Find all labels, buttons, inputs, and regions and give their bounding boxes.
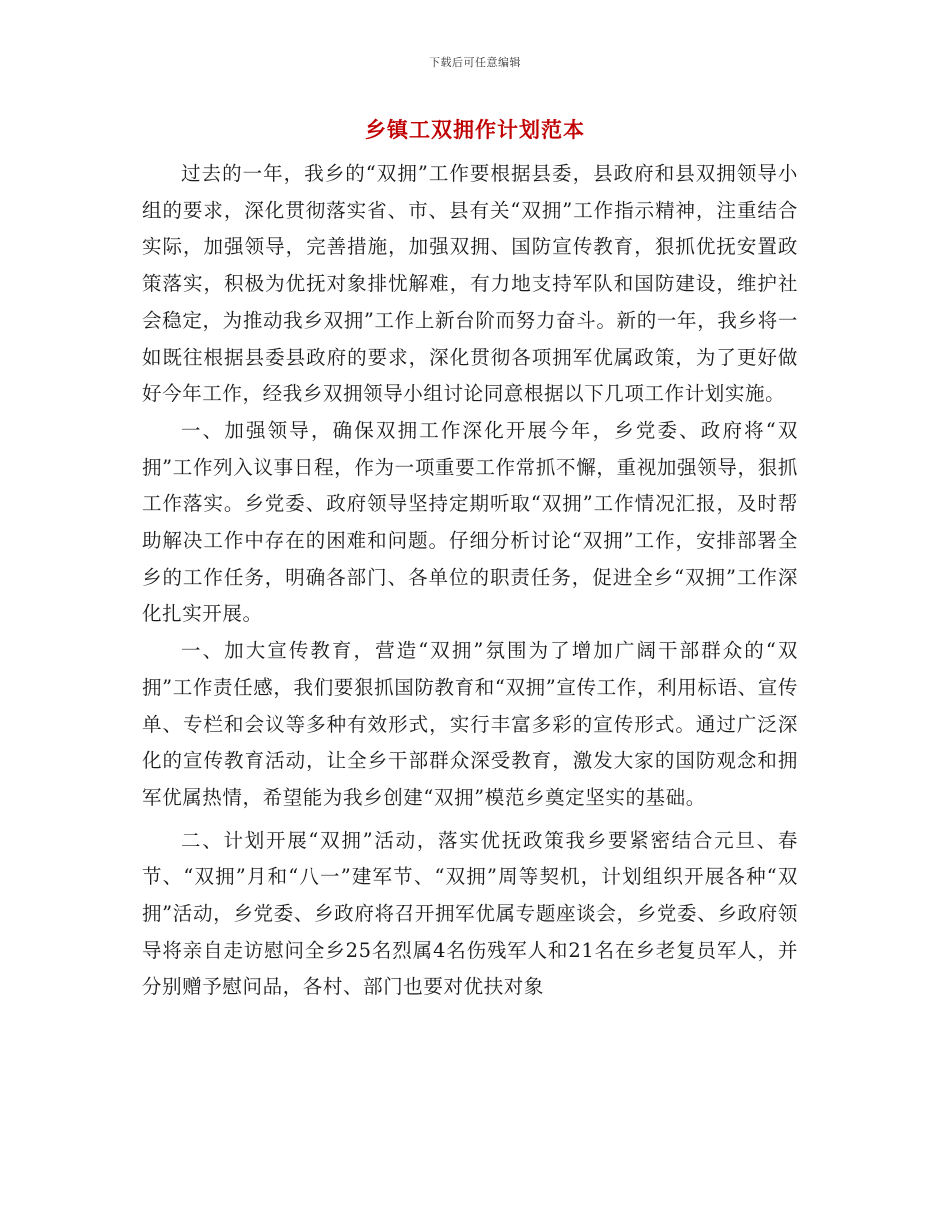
paragraph-intro: 过去的一年，我乡的“双拥”工作要根据县委，县政府和县双拥领导小组的要求，深化贯彻落实省、市、县有关“双拥”工作指示精神，注重结合实际，加强领导，完善措施，加强双拥、国防宣传教育，狠抓优抚安置政策落实，积极为优抚对象排忧解难，有力地支持军队和国防建设，维护社会稳定，为推动我乡双拥”工作上新台阶而努力奋斗。新的一年，我乡将一如既往根据县委县政府的要求，深化贯彻各项拥军优属政策，为了更好做好今年工作，经我乡双拥领导小组讨论同意根据以下几项工作计划实施。: [142, 162, 798, 406]
paragraph-activities: 二、计划开展“双拥”活动，落实优抚政策我乡要紧密结合元旦、春节、“双拥”月和“八一”建军节、“双拥”周等契机，计划组织开展各种“双拥”活动，乡党委、乡政府将召开拥军优属专题座谈会，乡党委、乡政府领导将亲自走访慰问全乡25名烈属4名伤残军人和21名在乡老复员军人，并分别赠予慰问品，各村、部门也要对优扶对象: [142, 828, 798, 999]
paragraph-leadership: 一、加强领导，确保双拥工作深化开展今年，乡党委、政府将“双拥”工作列入议事日程，作为一项重要工作常抓不懈，重视加强领导，狠抓工作落实。乡党委、政府领导坚持定期听取“双拥”工作情况汇报，及时帮助解决工作中存在的困难和问题。仔细分析讨论“双拥”工作，安排部署全乡的工作任务，明确各部门、各单位的职责任务，促进全乡“双拥”工作深化扎实开展。: [142, 418, 798, 626]
document-title: 乡镇工双拥作计划范本: [365, 117, 585, 142]
paragraph-publicity: 一、加大宣传教育，营造“双拥”氛围为了增加广阔干部群众的“双拥”工作责任感，我们要狠抓国防教育和“双拥”宣传工作，利用标语、宣传单、专栏和会议等多种有效形式，实行丰富多彩的宣传形式。通过广泛深化的宣传教育活动，让全乡干部群众深受教育，激发大家的国防观念和拥军优属热情，希望能为我乡创建“双拥”模范乡奠定坚实的基础。: [142, 639, 798, 809]
header-note: 下载后可任意编辑: [429, 56, 521, 69]
document-body: [142, 156, 798, 1006]
